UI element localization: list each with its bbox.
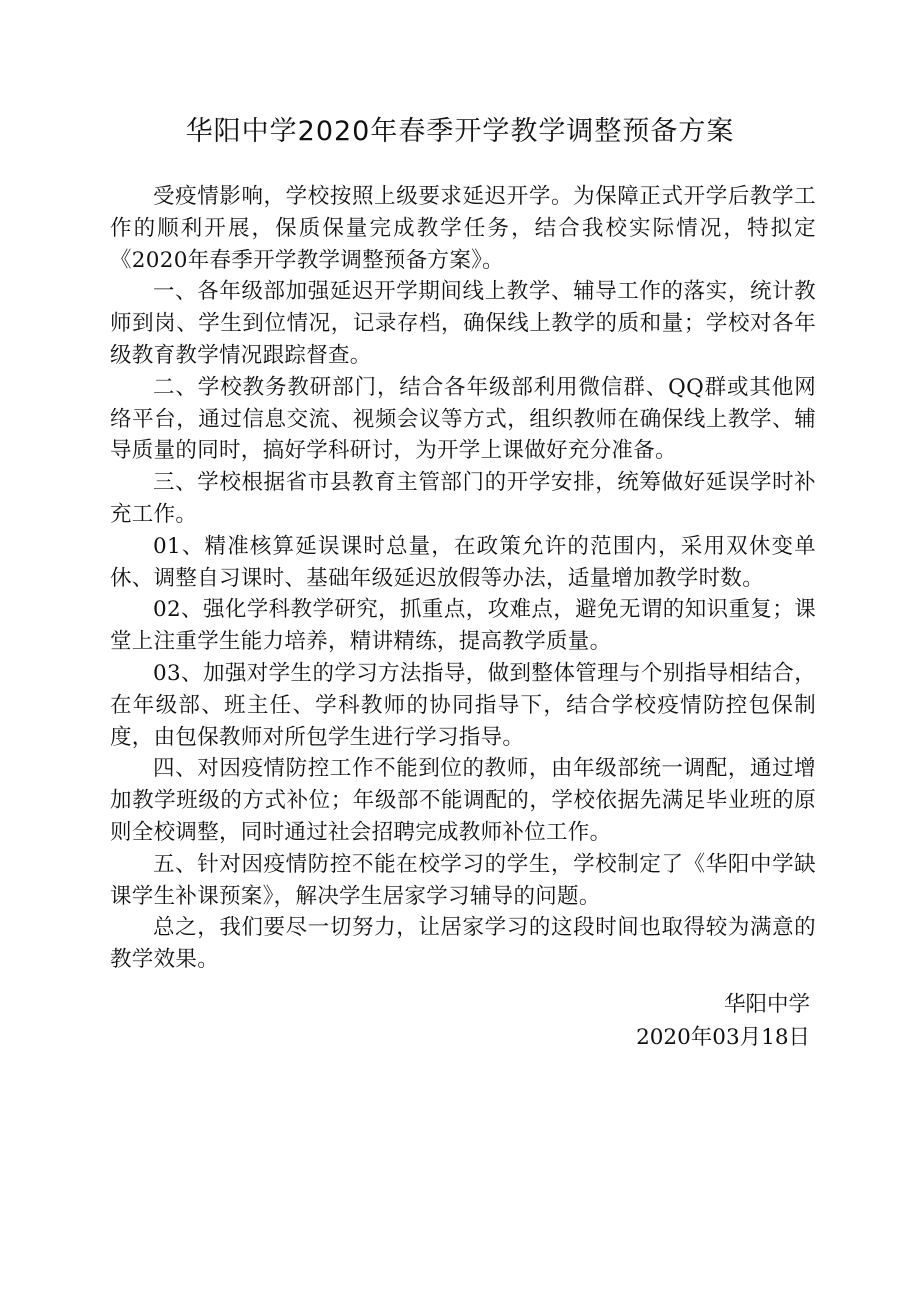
paragraph-conclusion: 总之，我们要尽一切努力，让居家学习的这段时间也取得较为满意的教学效果。	[110, 915, 816, 973]
paragraph-item-3: 三、学校根据省市县教育主管部门的开学安排，统筹做好延误学时补充工作。	[110, 470, 816, 527]
paragraph-item-4: 四、对因疫情防控工作不能到位的教师，由年级部统一调配，通过增加教学班级的方式补位；年级部不能调配的，学校依据先满足毕业班的原则全校调整，同时通过社会招聘完成教师补位工作。	[110, 756, 816, 845]
paragraph-item-5: 五、针对因疫情防控不能在校学习的学生，学校制定了《华阳中学缺课学生补课预案》，解决学生居家学习辅导的问题。	[110, 851, 816, 909]
signature-date: 2020年03月18日	[636, 1025, 810, 1050]
signature-organization: 华阳中学	[723, 992, 810, 1017]
paragraph-item-1: 一、各年级部加强延迟开学期间线上教学、辅导工作的落实，统计教师到岗、学生到位情况，记录存档，确保线上教学的质和量；学校对各年级教育教学情况跟踪督查。	[110, 279, 816, 368]
paragraph-subitem-01: 01、精准核算延误课时总量，在政策允许的范围内，采用双休变单休、调整自习课时、基础年级延迟放假等办法，适量增加教学时数。	[110, 533, 816, 591]
document-title: 华阳中学2020年春季开学教学调整预备方案	[185, 116, 735, 147]
document-body	[110, 181, 816, 976]
signature-block	[636, 988, 810, 1054]
paragraph-subitem-03: 03、加强对学生的学习方法指导，做到整体管理与个别指导相结合，在年级部、班主任、学科教师的协同指导下，结合学校疫情防控包保制度，由包保教师对所包学生进行学习指导。	[110, 660, 816, 750]
paragraph-item-2: 二、学校教务教研部门，结合各年级部利用微信群、QQ群或其他网络平台，通过信息交流、视频会议等方式，组织教师在确保线上教学、辅导质量的同时，搞好学科研讨，为开学上课做好充分准备。	[110, 374, 816, 464]
paragraph-intro: 受疫情影响，学校按照上级要求延迟开学。为保障正式开学后教学工作的顺利开展，保质保量完成教学任务，结合我校实际情况，特拟定《2020年春季开学教学调整预备方案》。	[110, 184, 816, 273]
paragraph-subitem-02: 02、强化学科教学研究，抓重点，攻难点，避免无谓的知识重复；课堂上注重学生能力培养，精讲精练，提高教学质量。	[110, 597, 816, 655]
